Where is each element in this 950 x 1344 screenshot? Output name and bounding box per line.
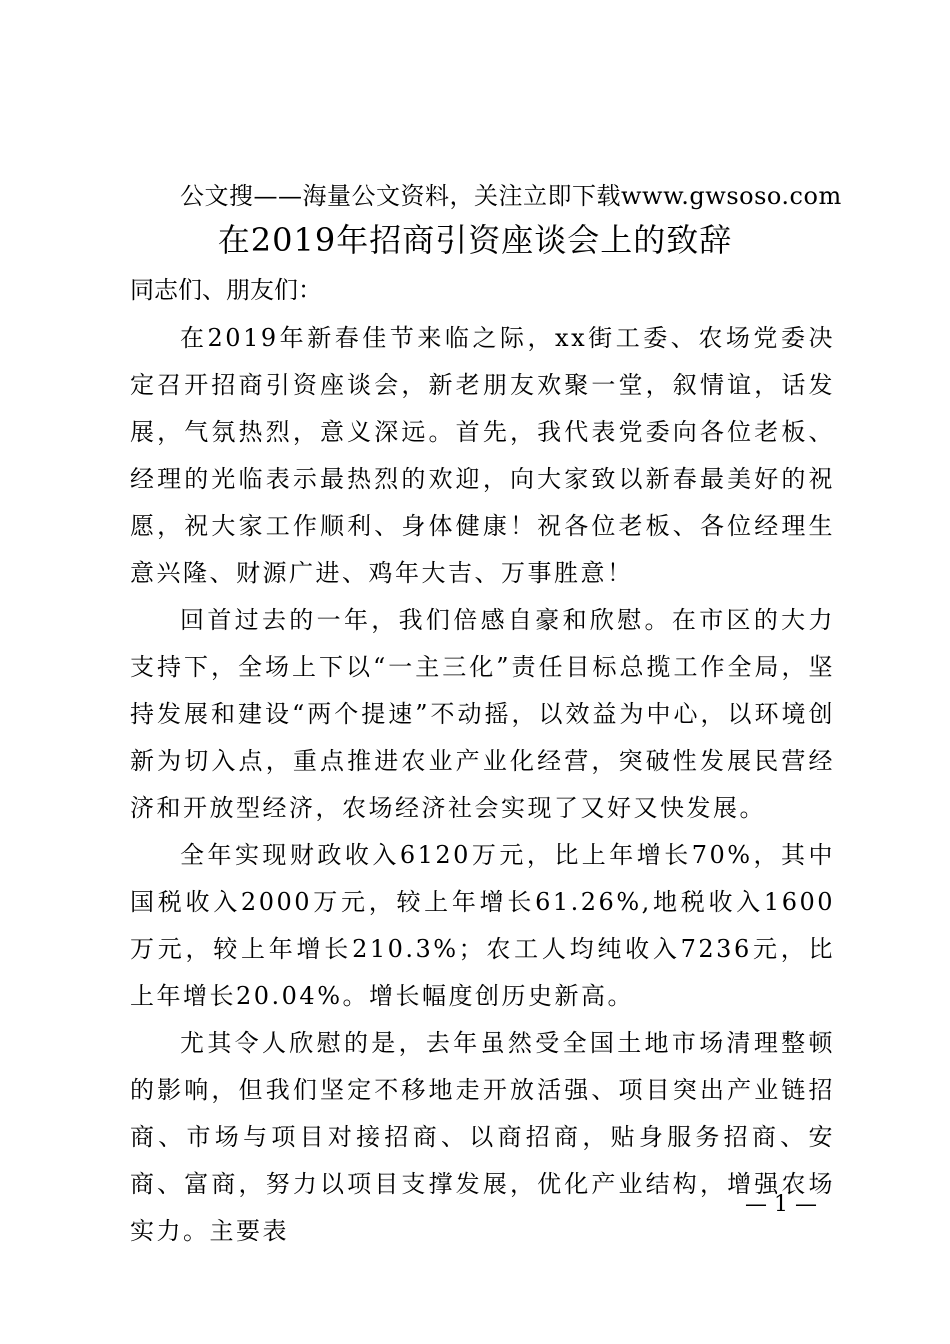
document-title: 在2019年招商引资座谈会上的致辞 bbox=[217, 221, 733, 259]
header-notice: 公文搜——海量公文资料，关注立即下载www.gwsoso.com bbox=[180, 182, 842, 210]
paragraph-investment: 尤其令人欣慰的是，去年虽然受全国土地市场清理整顿的影响，但我们坚定不移地走开放活强、项目突出产业链招商、市场与项目对接招商、以商招商，贴身服务招商、安商、富商，努力以项目支撑发展，优化产业结构，增强农场实力。主要表 bbox=[130, 1029, 835, 1245]
paragraph-welcome: 在2019年新春佳节来临之际，xx街工委、农场党委决定召开招商引资座谈会，新老朋友欢聚一堂，叙情谊，话发展，气氛热烈，意义深远。首先，我代表党委向各位老板、经理的光临表示最热烈的欢迎，向大家致以新春最美好的祝愿，祝大家工作顺利、身体健康！祝各位老板、各位经理生意兴隆、财源广进、鸡年大吉、万事胜意！ bbox=[130, 324, 835, 587]
document-body bbox=[130, 315, 835, 1255]
salutation: 同志们、朋友们： bbox=[130, 276, 322, 304]
paragraph-review: 回首过去的一年，我们倍感自豪和欣慰。在市区的大力支持下，全场上下以“一主三化”责任目标总揽工作全局，坚持发展和建设“两个提速”不动摇，以效益为中心，以环境创新为切入点，重点推进农业产业化经营，突破性发展民营经济和开放型经济，农场经济社会实现了又好又快发展。 bbox=[130, 606, 835, 822]
page-number: — 1 — bbox=[745, 1192, 817, 1217]
paragraph-revenue: 全年实现财政收入6120万元，比上年增长70%，其中国税收入2000万元，较上年增长61.26%,地税收入1600万元，较上年增长210.3%；农工人均纯收入7236元，比上年增长20.04%。增长幅度创历史新高。 bbox=[130, 841, 835, 1010]
